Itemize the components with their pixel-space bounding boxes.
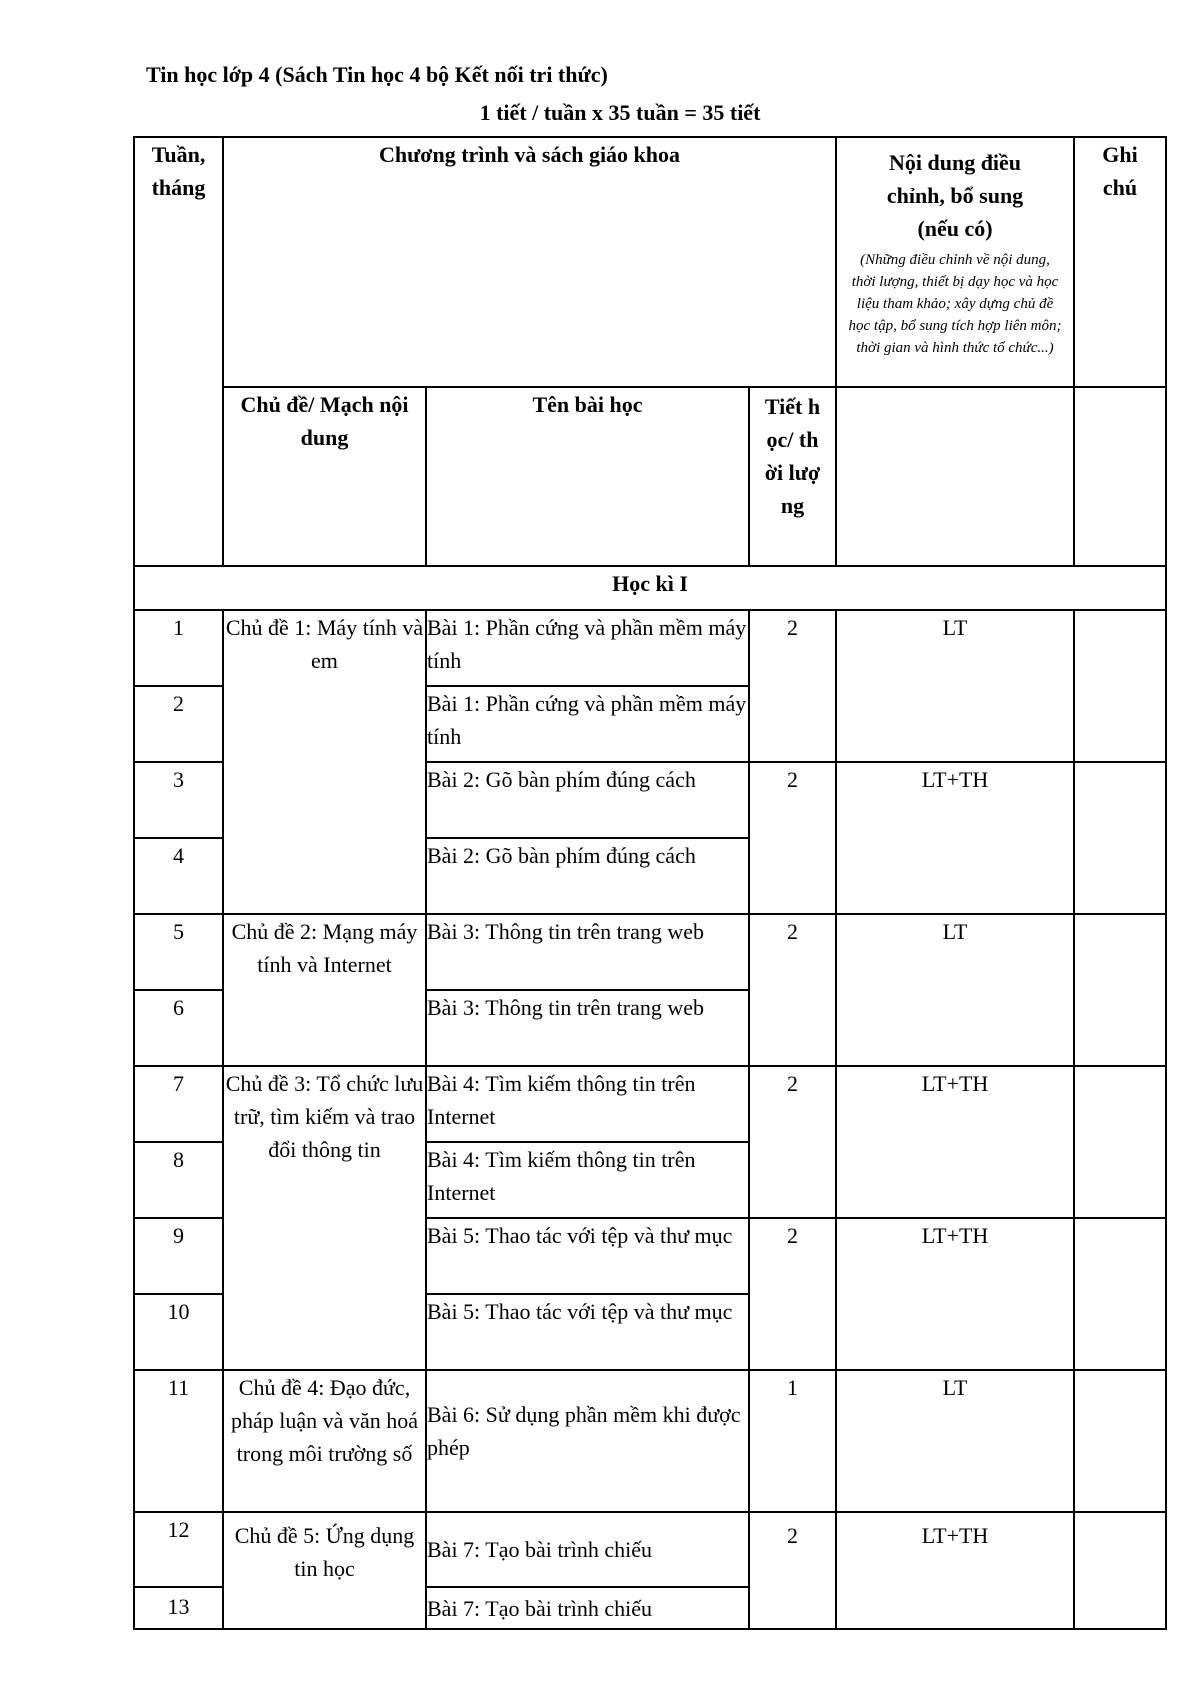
lesson-cell: Bài 2: Gõ bàn phím đúng cách: [426, 762, 749, 838]
topic-cell: Chủ đề 2: Mạng máy tính và Internet: [223, 914, 426, 1066]
table-row: [134, 1066, 1166, 1142]
week-number: 4: [134, 838, 223, 914]
week-number: 5: [134, 914, 223, 990]
lesson-cell: Bài 3: Thông tin trên trang web: [426, 990, 749, 1066]
teaching-plan-table: [133, 136, 1167, 1630]
week-number: 12: [134, 1512, 223, 1587]
week-number: 9: [134, 1218, 223, 1294]
form-cell: LT+TH: [836, 762, 1074, 914]
notes-cell: [1074, 1370, 1166, 1512]
notes-cell: [1074, 1066, 1166, 1218]
form-cell: LT+TH: [836, 1512, 1074, 1629]
semester-row: [134, 566, 1166, 610]
week-number: 13: [134, 1587, 223, 1629]
col-header-adjust-title: Nội dung điều chỉnh, bổ sung (nếu có): [886, 150, 1024, 241]
form-cell: LT: [836, 1370, 1074, 1512]
lesson-cell: Bài 7: Tạo bài trình chiếu: [426, 1587, 749, 1629]
lesson-cell: Bài 1: Phần cứng và phần mềm máy tính: [426, 610, 749, 686]
week-number: 1: [134, 610, 223, 686]
col-header-lesson: Tên bài học: [426, 387, 749, 566]
week-number: 7: [134, 1066, 223, 1142]
week-number: 8: [134, 1142, 223, 1218]
col-header-week: Tuần, tháng: [134, 137, 223, 566]
notes-cell: [1074, 762, 1166, 914]
topic-cell: Chủ đề 4: Đạo đức, pháp luận và văn hoá trong môi trường số: [223, 1370, 426, 1512]
col-header-adjust-note: (Những điều chỉnh về nội dung, thời lượng, thiết bị dạy học và học liệu tham khảo; xây dựng chủ đề học tập, bổ sung tích hợp liên môn; thời gian và hình thức tổ chức...): [848, 252, 1062, 356]
empty-cell: [1074, 387, 1166, 566]
lesson-cell: Bài 3: Thông tin trên trang web: [426, 914, 749, 990]
lesson-cell: Bài 6: Sử dụng phần mềm khi được phép: [426, 1370, 749, 1512]
col-header-adjust: [836, 137, 1074, 387]
form-cell: LT: [836, 610, 1074, 762]
week-number: 3: [134, 762, 223, 838]
document-title: Tin học lớp 4 (Sách Tin học 4 bộ Kết nối tri thức): [146, 62, 608, 87]
col-header-program: Chương trình và sách giáo khoa: [223, 137, 836, 387]
header-row-1: [134, 137, 1166, 387]
header-row-2: [134, 387, 1166, 566]
period-cell: 2: [749, 1512, 836, 1629]
col-header-notes: Ghi chú: [1074, 137, 1166, 387]
semester-label: Học kì I: [134, 566, 1166, 610]
notes-cell: [1074, 914, 1166, 1066]
lesson-cell: Bài 5: Thao tác với tệp và thư mục: [426, 1218, 749, 1294]
period-cell: 2: [749, 1066, 836, 1218]
form-cell: LT+TH: [836, 1218, 1074, 1370]
table-row: [134, 1370, 1166, 1512]
period-cell: 2: [749, 1218, 836, 1370]
lesson-cell: Bài 4: Tìm kiếm thông tin trên Internet: [426, 1142, 749, 1218]
notes-cell: [1074, 610, 1166, 762]
lesson-cell: Bài 5: Thao tác với tệp và thư mục: [426, 1294, 749, 1370]
form-cell: LT: [836, 914, 1074, 1066]
form-cell: LT+TH: [836, 1066, 1074, 1218]
topic-cell: Chủ đề 5: Ứng dụng tin học: [223, 1512, 426, 1629]
week-number: 11: [134, 1370, 223, 1512]
lesson-cell: Bài 1: Phần cứng và phần mềm máy tính: [426, 686, 749, 762]
notes-cell: [1074, 1512, 1166, 1629]
period-cell: 2: [749, 914, 836, 1066]
period-cell: 2: [749, 610, 836, 762]
col-header-period: Tiết học/ thời lượng: [749, 387, 836, 566]
period-cell: 1: [749, 1370, 836, 1512]
week-number: 2: [134, 686, 223, 762]
week-number: 6: [134, 990, 223, 1066]
period-cell: 2: [749, 762, 836, 914]
document-subtitle: 1 tiết / tuần x 35 tuần = 35 tiết: [479, 100, 761, 125]
col-header-topic: Chủ đề/ Mạch nội dung: [223, 387, 426, 566]
table-row: [134, 610, 1166, 686]
notes-cell: [1074, 1218, 1166, 1370]
table-row: [134, 914, 1166, 990]
lesson-cell: Bài 7: Tạo bài trình chiếu: [426, 1512, 749, 1587]
table-row: [134, 1512, 1166, 1587]
empty-cell: [836, 387, 1074, 566]
lesson-cell: Bài 2: Gõ bàn phím đúng cách: [426, 838, 749, 914]
week-number: 10: [134, 1294, 223, 1370]
lesson-cell: Bài 4: Tìm kiếm thông tin trên Internet: [426, 1066, 749, 1142]
topic-cell: Chủ đề 1: Máy tính và em: [223, 610, 426, 914]
topic-cell: Chủ đề 3: Tổ chức lưu trữ, tìm kiếm và trao đổi thông tin: [223, 1066, 426, 1370]
